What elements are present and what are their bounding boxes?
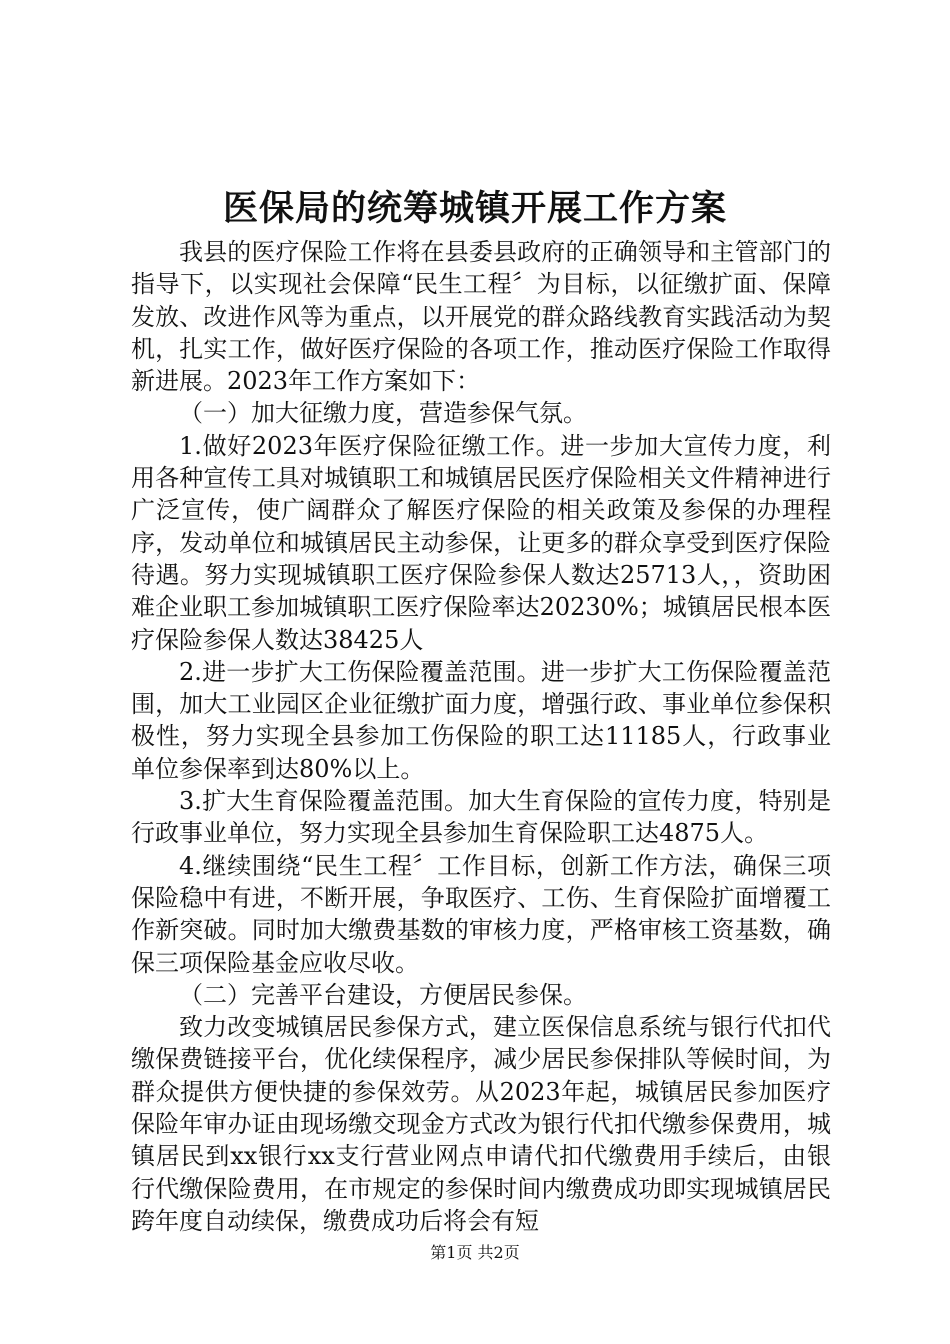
section-heading-1: （一）加大征缴力度，营造参保气氛。 [179,399,587,428]
paragraph-intro: 我县的医疗保险工作将在县委县政府的正确领导和主管部门的指导下，以实现社会保障“民生工程〞为目标，以征缴扩面、保障发放、改进作风等为重点，以开展党的群众路线教育实践活动为契机，扎实工作，做好医疗保险的各项工作，推动医疗保险工作取得新进展。2023年工作方案如下： [131,238,831,396]
paragraph-item-1: 1.做好2023年医疗保险征缴工作。进一步加大宣传力度，利用各种宣传工具对城镇职工和城镇居民医疗保险相关文件精神进行广泛宣传，使广阔群众了解医疗保险的相关政策及参保的办理程序，发动单位和城镇居民主动参保，让更多的群众享受到医疗保险待遇。努力实现城镇职工医疗保险参保人数达25713人，，资助困难企业职工参加城镇职工医疗保险率达20230%；城镇居民根本医疗保险参保人数达38425人 [131,431,831,654]
page-footer: 第1页 共2页 [430,1243,520,1262]
document-body [131,236,831,1237]
section-heading-2: （二）完善平台建设，方便居民参保。 [179,980,587,1009]
document-title: 医保局的统筹城镇开展工作方案 [222,189,727,229]
paragraph-item-2: 2.进一步扩大工伤保险覆盖范围。进一步扩大工伤保险覆盖范围，加大工业园区企业征缴扩面力度，增强行政、事业单位参保积极性，努力实现全县参加工伤保险的职工达11185人，行政事业单位参保率到达80%以上。 [131,657,831,783]
paragraph-item-4: 4.继续围绕“民生工程〞工作目标，创新工作方法，确保三项保险稳中有进，不断开展，争取医疗、工伤、生育保险扩面增覆工作新突破。同时加大缴费基数的审核力度，严格审核工资基数，确保三项保险基金应收尽收。 [131,851,831,977]
paragraph-item-3: 3.扩大生育保险覆盖范围。加大生育保险的宣传力度，特别是行政事业单位，努力实现全县参加生育保险职工达4875人。 [131,787,831,848]
paragraph-section-2: 致力改变城镇居民参保方式，建立医保信息系统与银行代扣代缴保费链接平台，优化续保程序，减少居民参保排队等候时间，为群众提供方便快捷的参保效劳。从2023年起，城镇居民参加医疗保险年审办证由现场缴交现金方式改为银行代扣代缴参保费用，城镇居民到xx银行xx支行营业网点申请代扣代缴费用手续后，由银行代缴保险费用，在市规定的参保时间内缴费成功即实现城镇居民跨年度自动续保，缴费成功后将会有短 [131,1013,831,1235]
